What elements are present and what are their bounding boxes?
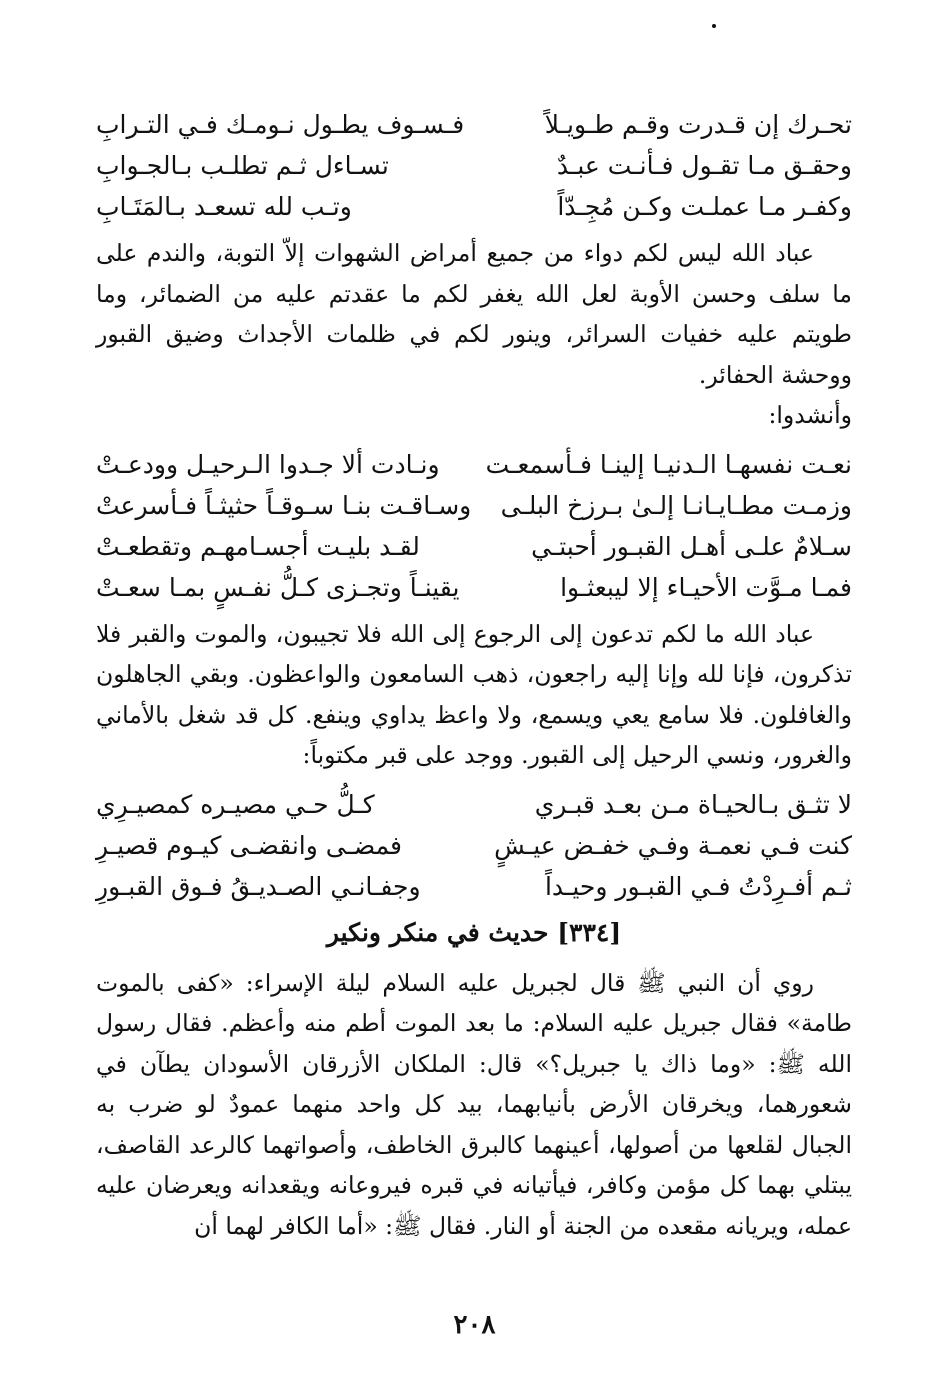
paragraph-1 (96, 233, 852, 436)
verse-second-hemistich: وتـب لله تسعـد بـالمَتَـابِ (96, 192, 352, 221)
verse (96, 567, 852, 608)
paragraph-3 (96, 963, 852, 1247)
paragraph-3-text: روي أن النبي ﷺ قال لجبريل عليه السلام ليلة الإسراء: «كفى بالموت طامة» فقال جبريل عليه السلام: ما بعد الموت أطم منه وأعظم. فقال رسول الله ﷺ: «وما ذاك يا جبريل؟» قال: الملكان الأزرقان الأسودان يطآن في شعورهما، ويخرقان الأرض بأنيابهما، بيد كل واحد منهما عمودٌ لو ضرب به الجبال لقلعها من أصولها، أعينهما كالبرق الخاطف، وأصواتهما كالرعد القاصف، يبتلي بهما كل مؤمن وكافر، فيأتيانه في قبره فيروعانه ويقعدانه ويعرضان عليه عمله، ويريانه مقعده من الجنة أو النار. فقال ﷺ: «أما الكافر لهما أن (96, 968, 852, 1240)
verse-first-hemistich: ثـم أفـرِدْتُ فـي القبـور وحيـداً (544, 871, 852, 901)
verse-first-hemistich: فمـا مـوَّت الأحيـاء إلا ليبعثـوا (560, 572, 852, 602)
page-body (96, 104, 852, 1254)
verse (96, 825, 852, 866)
verse-second-hemistich: وجفـانـي الصـديـقُ فـوق القبـورِ (96, 871, 421, 901)
verse-second-hemistich: وسـاقـت بنـا سـوقـاً حثيثـاً فـأسرعتْ (96, 490, 472, 520)
verse (96, 526, 852, 567)
paragraph-1-text: عباد الله ليس لكم دواء من جميع أمراض الشهوات إلاّ التوبة، والندم على ما سلف وحسن الأوبة لعل الله يغفر لكم ما عقدتم عليه من الضمائر، وما طويتم عليه خفيات السرائر، وينور لكم في ظلمات الأجداث وضيق القبور ووحشة الحفائر. (96, 239, 852, 389)
verse-second-hemistich: يقينـاً وتجـزى كـلُّ نفـسٍ بمـا سعـتْ (96, 572, 460, 602)
verse-first-hemistich: تحـرك إن قـدرت وقـم طـويـلاً (544, 110, 852, 139)
section-heading: [٣٣٤] حديث في منكر ونكير (326, 917, 622, 947)
verse (96, 866, 852, 907)
poem-2 (96, 444, 852, 608)
paragraph-2 (96, 614, 852, 776)
verse (96, 145, 852, 186)
verse-second-hemistich: ونـادت ألا جـدوا الـرحيـل وودعـتْ (96, 449, 440, 479)
verse-second-hemistich: تسـاءل ثـم تطلـب بـالجـوابِ (96, 151, 389, 180)
verse (96, 485, 852, 526)
paragraph-1-tail: وأنشدوا: (768, 401, 852, 429)
verse-first-hemistich: نعـت نفسهـا الـدنيـا إلينـا فـأسمعـت (485, 449, 852, 479)
verse-second-hemistich: فـسـوف يطـول نـومـك فـي التـرابِ (96, 110, 465, 139)
verse (96, 186, 852, 227)
verse-first-hemistich: وكفـر مـا عملـت وكـن مُجِـدّاً (557, 192, 852, 221)
verse (96, 444, 852, 485)
page-number: ٢٠٨ (453, 1310, 496, 1340)
verse-first-hemistich: لا تثـق بـالحيـاة مـن بعـد قبـري (534, 789, 852, 819)
verse-second-hemistich: فمضـى وانقضـى كيـوم قصيـرِ (96, 830, 403, 860)
verse-first-hemistich: وحقـق مـا تقـول فـأنـت عبـدٌ (556, 151, 852, 180)
verse-second-hemistich: لقـد بليـت أجسـامهـم وتقطعـتْ (96, 531, 420, 561)
verse-second-hemistich: كـلُّ حـي مصيـره كمصيـرِي (96, 789, 375, 819)
poem-1 (96, 104, 852, 227)
verse-first-hemistich: كنت فـي نعمـة وفـي خفـض عيـشٍ (494, 830, 852, 860)
verse-first-hemistich: سـلامٌ علـى أهـل القبـور أحبتـي (531, 531, 852, 561)
verse (96, 784, 852, 825)
poem-3 (96, 784, 852, 907)
ink-dot (712, 24, 716, 28)
verse (96, 104, 852, 145)
paragraph-2-text: عباد الله ما لكم تدعون إلى الرجوع إلى الله فلا تجيبون، والموت والقبر فلا تذكرون، فإنا لله وإنا إليه راجعون، ذهب السامعون والواعظون. وبقي الجاهلون والغافلون. فلا سامع يعي ويسمع، ولا واعظ يداوي وينفع. كل قد شغل بالأماني والغرور، ونسي الرحيل إلى القبور. ووجد على قبر مكتوباً: (96, 619, 852, 769)
verse-first-hemistich: وزمـت مطـايـانـا إلـىٰ بـرزخ البلـى (500, 490, 852, 520)
